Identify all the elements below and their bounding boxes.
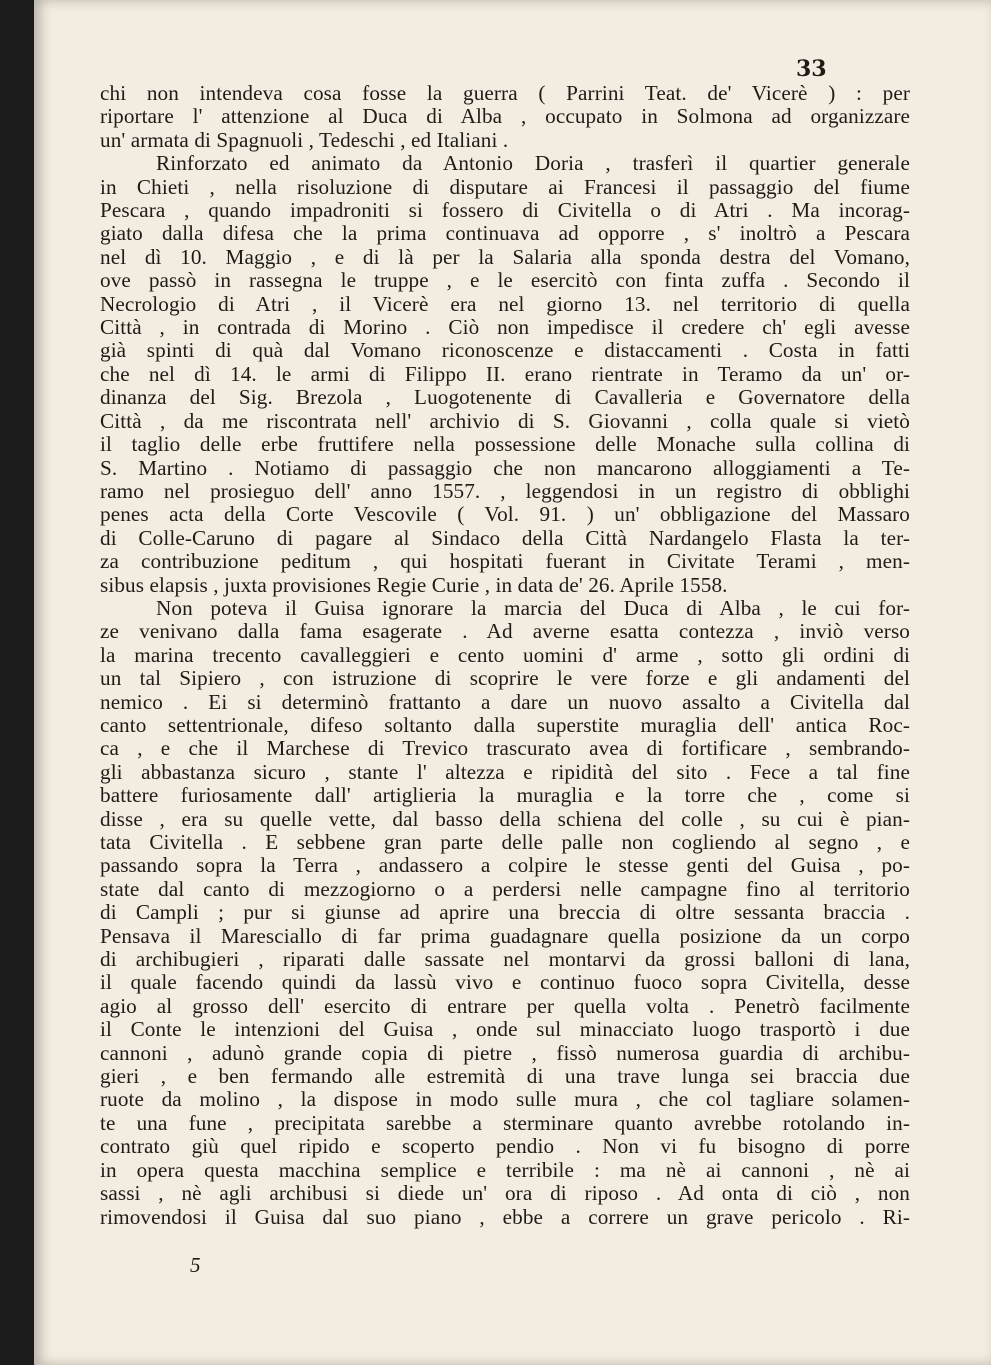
text-line: che nel dì 14. le armi di Filippo II. erano rientrate in Teramo da un' or-: [100, 362, 910, 386]
paragraph-first-line: Rinforzato ed animato da Antonio Doria , trasferì il quartier generale: [156, 152, 910, 176]
text-line: il quale facendo quindi da lassù vivo e continuo fuoco sopra Civitella, desse: [100, 971, 910, 995]
text-line: di Campli ; pur si giunse ad aprire una breccia di oltre sessanta braccia .: [100, 901, 910, 925]
text-line: agio al grosso dell' esercito di entrare per quella volta . Penetrò facilmente: [100, 994, 910, 1018]
text-line: za contribuzione peditum , qui hospitati fuerant in Civitate Terami , men-: [100, 550, 910, 574]
text-line: nel dì 10. Maggio , e di là per la Salaria alla sponda destra del Vomano,: [100, 245, 910, 269]
text-line: Pescara , quando impadroniti si fossero di Civitella o di Atri . Ma incorag-: [100, 199, 910, 223]
text-line: riportare l' attenzione al Duca di Alba , occupato in Solmona ad organizzare: [100, 105, 910, 129]
text-line: ruote da molino , la dispose in modo sulle mura , che col tagliare solamen-: [100, 1088, 910, 1112]
text-line: battere furiosamente dall' artiglieria la muraglia e la torre che , come si: [100, 784, 910, 808]
text-line: ze venivano dalla fama esagerate . Ad averne esatta contezza , inviò verso: [100, 620, 910, 644]
text-line: dinanza del Sig. Brezola , Luogotenente di Cavalleria e Governatore della: [100, 386, 910, 410]
text-line: state dal canto di mezzogiorno o a perdersi nelle campagne fino al territorio: [100, 877, 910, 901]
text-line: un' armata di Spagnuoli , Tedeschi , ed Italiani .: [100, 128, 509, 152]
page-number: 33: [796, 56, 827, 82]
text-line: S. Martino . Notiamo di passaggio che non mancarono alloggiamenti a Te-: [100, 456, 910, 480]
signature-mark: 5: [190, 1253, 201, 1277]
text-line: il Conte le intenzioni del Guisa , onde sul minacciato luogo trasportò i due: [100, 1018, 910, 1042]
text-line: un tal Sipiero , con istruzione di scoprire le vere forze e gli andamenti del: [100, 667, 910, 691]
text-line: di archibugieri , riparati dalle sassate nel montarvi da grossi balloni di lana,: [100, 948, 910, 972]
body-text: [100, 82, 910, 1229]
text-line: rimovendosi il Guisa dal suo piano , ebbe a correre un grave pericolo . Ri-: [100, 1205, 910, 1229]
text-line: nemico . Ei si determinò frattanto a dare un nuovo assalto a Civitella dal: [100, 690, 910, 714]
text-line: gli abbastanza sicuro , stante l' altezza e ripidità del sito . Fece a tal fine: [100, 760, 910, 784]
text-line: contrato giù quel ripido e scoperto pendio . Non vi fu bisogno di porre: [100, 1135, 910, 1159]
text-line: cannoni , adunò grande copia di pietre , fissò numerosa guardia di archibu-: [100, 1041, 910, 1065]
text-line: giato dalla difesa che la prima continuava ad opporre , s' inoltrò a Pescara: [100, 222, 910, 246]
text-line: passando sopra la Terra , andassero a colpire le stesse genti del Guisa , po-: [100, 854, 910, 878]
text-line: Città , da me riscontrata nell' archivio di S. Giovanni , colla quale si vietò: [100, 409, 910, 433]
text-line: penes acta della Corte Vescovile ( Vol. 91. ) un' obbligazione del Massaro: [100, 503, 910, 527]
text-line: sassi , nè agli archibusi si diede un' ora di riposo . Ad onta di ciò , non: [100, 1182, 910, 1206]
text-line: in opera questa macchina semplice e terribile : ma nè ai cannoni , nè ai: [100, 1158, 910, 1182]
text-line: ca , e che il Marchese di Trevico trascurato avea di fortificare , sembrando-: [100, 737, 910, 761]
text-line: in Chieti , nella risoluzione di disputare ai Francesi il passaggio del fiume: [100, 175, 910, 199]
text-line: te una fune , precipitata sarebbe a sterminare quanto avrebbe rotolando in-: [100, 1111, 910, 1135]
text-line: gieri , e ben fermando alle estremità di una trave lunga sei braccia due: [100, 1065, 910, 1089]
text-line: Necrologio di Atri , il Vicerè era nel giorno 13. nel territorio di quella: [100, 292, 910, 316]
text-line: il taglio delle erbe fruttifere nella possessione delle Monache sulla collina di: [100, 433, 910, 457]
text-line: sibus elapsis , juxta provisiones Regie Curie , in data de' 26. Aprile 1558.: [100, 573, 728, 597]
text-line: Città , in contrada di Morino . Ciò non impedisce il credere ch' egli avesse: [100, 316, 910, 340]
text-line: tata Civitella . E sebbene gran parte delle palle non cogliendo al segno , e: [100, 831, 910, 854]
text-line: di Colle-Caruno di pagare al Sindaco della Città Nardangelo Flasta la ter-: [100, 526, 910, 550]
text-line: canto settentrionale, difeso soltanto dalla superstite muraglia dell' antica Roc-: [100, 713, 910, 737]
paragraph-first-line: Non poteva il Guisa ignorare la marcia del Duca di Alba , le cui for-: [156, 596, 910, 620]
text-line: già spinti di quà dal Vomano riconoscenze e distaccamenti . Costa in fatti: [100, 339, 910, 363]
text-line: disse , era su quelle vette, dal basso della schiena del colle , su cui è pian-: [100, 807, 910, 831]
text-line: ove passò in rassegna le truppe , e le esercitò con finta zuffa . Secondo il: [100, 269, 910, 293]
book-page: [34, 0, 991, 1365]
text-line: la marina trecento cavalleggieri e cento uomini d' arme , sotto gli ordini di: [100, 643, 910, 667]
text-line: Pensava il Maresciallo di far prima guadagnare quella posizione da un corpo: [100, 924, 910, 948]
text-line: ramo nel prosieguo dell' anno 1557. , leggendosi in un registro di obblighi: [100, 479, 910, 503]
text-line: chi non intendeva cosa fosse la guerra ( Parrini Teat. de' Vicerè ) : per: [100, 82, 910, 105]
